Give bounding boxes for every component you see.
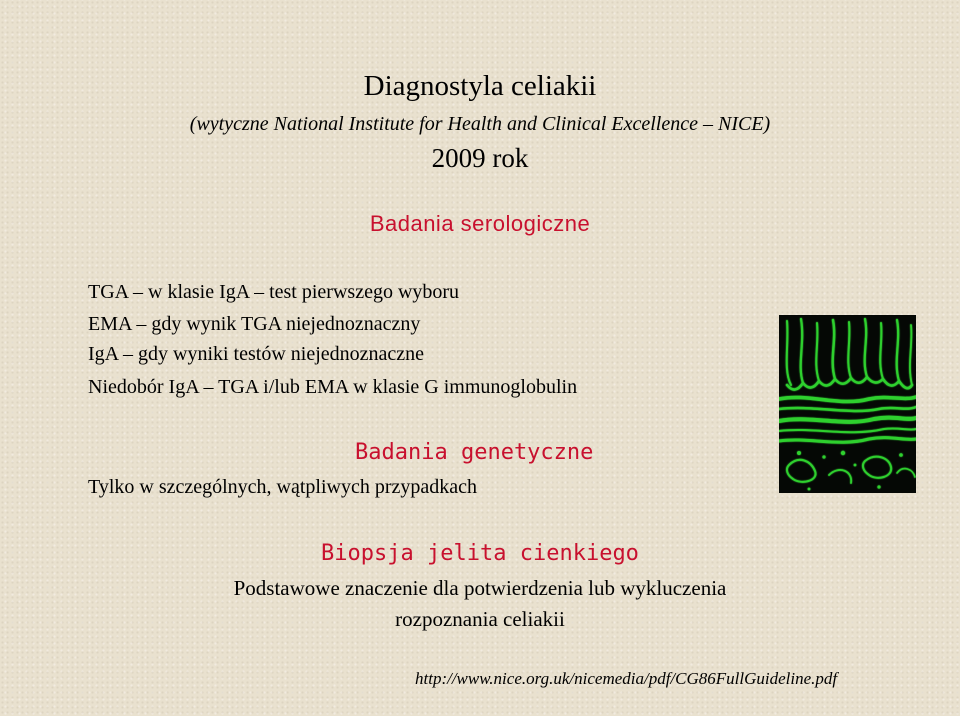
serology-line-iga: IgA – gdy wyniki testów niejednoznaczne [88, 343, 425, 365]
microscopy-image [779, 315, 916, 493]
page-title: Diagnostyla celiakii [363, 70, 597, 102]
biopsy-text-line1: Podstawowe znaczenie dla potwierdzenia lub wykluczenia [233, 576, 727, 600]
source-url: http://www.nice.org.uk/nicemedia/pdf/CG86FullGuideline.pdf [415, 669, 838, 688]
serology-heading: Badania serologiczne [369, 211, 591, 236]
genetic-heading: Badania genetyczne [355, 440, 594, 465]
genetic-text: Tylko w szczególnych, wątpliwych przypadkach [88, 476, 478, 498]
serology-line-tga: TGA – w klasie IgA – test pierwszego wyboru [88, 281, 460, 303]
biopsy-text-line2: rozpoznania celiakii [395, 607, 565, 631]
subtitle: (wytyczne National Institute for Health and Clinical Excellence – NICE) [189, 113, 771, 135]
serology-line-ema: EMA – gdy wynik TGA niejednoznaczny [88, 313, 421, 335]
biopsy-heading: Biopsja jelita cienkiego [321, 541, 639, 566]
serology-line-iga-deficiency: Niedobór IgA – TGA i/lub EMA w klasie G immunoglobulin [88, 376, 578, 398]
year: 2009 rok [431, 143, 529, 173]
